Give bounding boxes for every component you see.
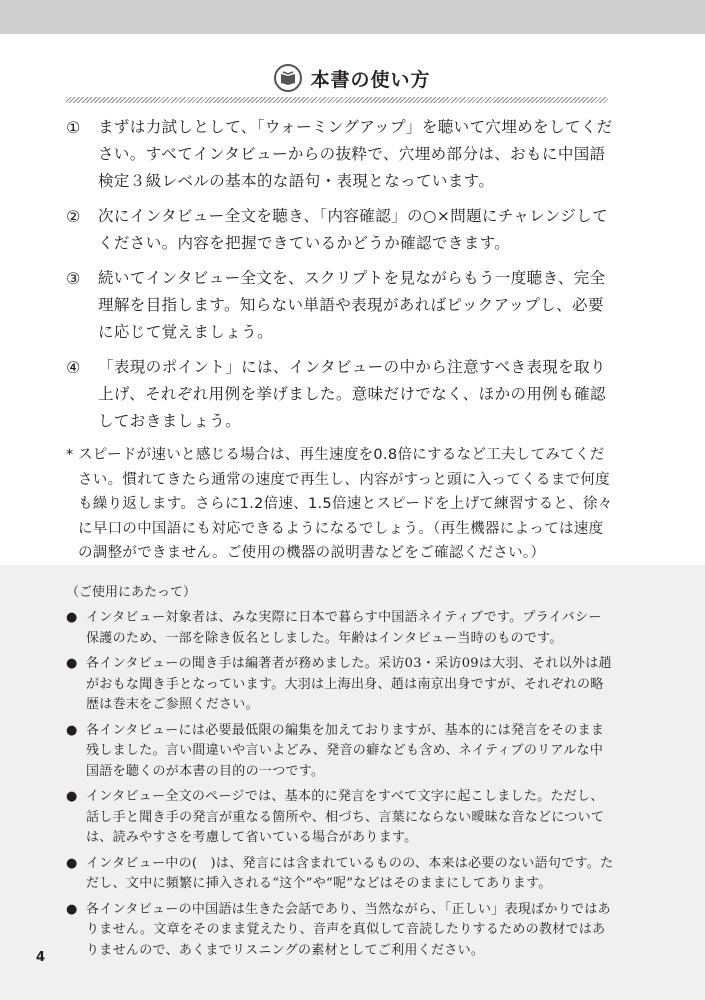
usage-heading: （ご使用にあたって）: [66, 585, 197, 600]
step-number: ①: [66, 118, 81, 137]
usage-item: [66, 608, 614, 649]
page-number: 4: [36, 950, 46, 965]
note-asterisk: *: [66, 447, 74, 463]
bullet-icon: ●: [66, 901, 78, 917]
steps-list: [66, 114, 614, 566]
page-title: 本書の使い方: [310, 68, 431, 91]
step-number: ③: [66, 269, 81, 288]
usage-text: インタビュー対象者は、みな実際に日本で暮らす中国語ネイティブです。プライバシー保護のため、一部を除き仮名としました。年齢はインタビュー当時のものです。: [86, 610, 602, 646]
book-icon: [274, 64, 302, 92]
usage-item: [66, 900, 614, 962]
speed-note: [66, 443, 614, 566]
usage-text: インタビュー中の( )は、発言には含まれているものの、本来は必要のない語句です。ただし、文中に頻繁に挿入される“这个”や“呢”などはそのままにしてあります。: [86, 855, 614, 891]
step-item: [66, 114, 614, 195]
usage-section: [66, 582, 614, 966]
step-text: 「表現のポイント」には、インタビューの中から注意すべき表現を取り上げ、それぞれ用例を挙げました。意味だけでなく、ほかの用例も確認しておきましょう。: [98, 358, 606, 430]
step-item: [66, 203, 614, 257]
top-band: [0, 0, 705, 34]
step-text: 次にインタビュー全文を聴き、「内容確認」の○×問題にチャレンジしてください。内容を把握できているかどうか確認できます。: [98, 207, 608, 252]
usage-item: [66, 854, 614, 895]
title-divider: [66, 97, 608, 103]
step-number: ②: [66, 207, 81, 226]
bullet-icon: ●: [66, 656, 78, 671]
usage-text: 各インタビューには必要最低限の編集を加えておりますが、基本的には発言をそのまま残しました。言い間違いや言いよどみ、発音の癖なども含め、ネイティブのリアルな中国語を聴くのが本書の目的の一つです。: [86, 722, 605, 779]
step-item: [66, 354, 614, 435]
usage-item: [66, 654, 614, 716]
step-text: まずは力試しとして、「ウォーミングアップ」を聴いて穴埋めをしてください。すべてインタビューからの抜粋で、穴埋め部分は、おもに中国語検定３級レベルの基本的な語句・表現となっています。: [98, 118, 613, 190]
step-item: [66, 265, 614, 346]
step-number: ④: [66, 358, 81, 377]
usage-text: 各インタビューの聞き手は編著者が務めました。采访03・采访09は大羽、それ以外は趙がおもな聞き手となっています。大羽は上海出身、趙は南京出身ですが、それぞれの略歴は巻末をご参照ください。: [86, 656, 612, 712]
bullet-icon: ●: [66, 789, 78, 804]
usage-item: [66, 721, 614, 783]
step-text: 続いてインタビュー全文を、スクリプトを見ながらもう一度聴き、完全理解を目指します。知らない単語や表現があればピックアップし、必要に応じて覚えましょう。: [98, 269, 606, 341]
usage-text: インタビュー全文のページでは、基本的に発言をすべて文字に起こしました。ただし、話し手と聞き手の発言が重なる箇所や、相づち、言葉にならない曖昧な音などについては、読みやすさを考慮して省いている場合があります。: [86, 789, 605, 845]
usage-item: [66, 787, 614, 849]
note-text: スピードが速いと感じる場合は、再生速度を0.8倍にするなど工夫してみてください。慣れてきたら通常の速度で再生し、内容がすっと頭に入ってくるまで何度も繰り返します。さらに1.2倍速、1.5倍速とスピードを上げて練習すると、徐々に早口の中国語にも対応できるようになるでしょう。（再生機器によっては速度の調整ができません。ご使用の機器の説明書などをご確認ください。）: [78, 447, 613, 561]
bullet-icon: ●: [66, 855, 78, 871]
usage-text: 各インタビューの中国語は生きた会話であり、当然ながら、「正しい」表現ばかりではありません。文章をそのまま覚えたり、音声を真似して音読したりするための教材ではありませんので、あくまでリスニングの素材としてご利用ください。: [86, 901, 611, 958]
section-header: [0, 60, 705, 96]
bullet-icon: ●: [66, 722, 78, 738]
bullet-icon: ●: [66, 610, 78, 625]
